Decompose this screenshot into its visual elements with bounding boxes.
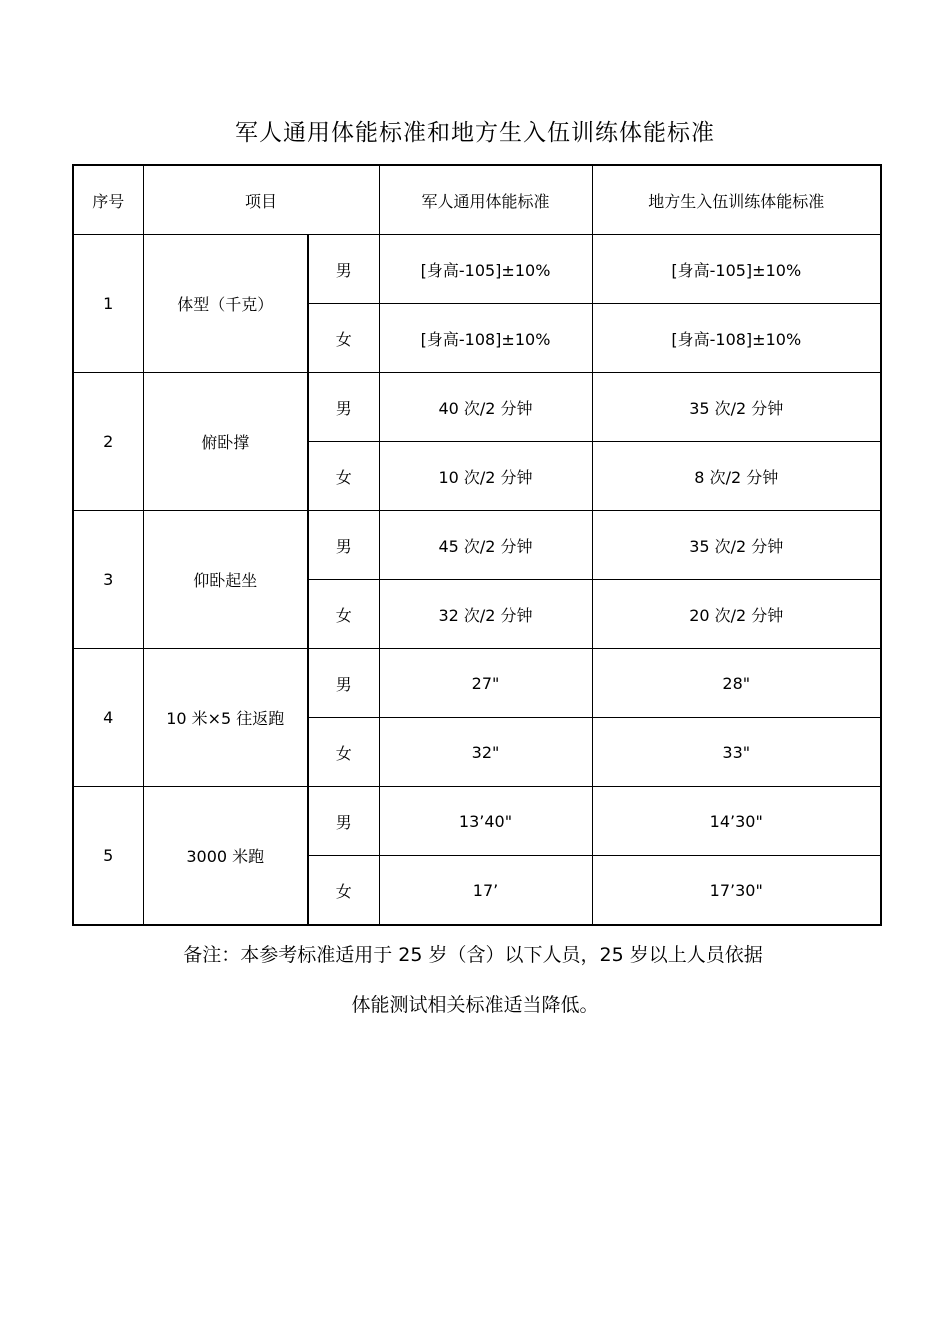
gender-cell: 男 (308, 787, 379, 856)
gender-cell: 男 (308, 235, 379, 304)
row-item: 体型（千克） (143, 235, 308, 373)
military-value: 40 次/2 分钟 (379, 373, 592, 442)
gender-cell: 女 (308, 718, 379, 787)
military-value: [身高-108]±10% (379, 304, 592, 373)
gender-cell: 男 (308, 373, 379, 442)
military-value: 32 次/2 分钟 (379, 580, 592, 649)
header-military-standard: 军人通用体能标准 (379, 165, 592, 235)
gender-cell: 女 (308, 442, 379, 511)
row-item: 仰卧起坐 (143, 511, 308, 649)
row-item: 俯卧撑 (143, 373, 308, 511)
row-seq: 4 (73, 649, 143, 787)
civilian-value: [身高-105]±10% (592, 235, 881, 304)
header-civilian-standard: 地方生入伍训练体能标准 (592, 165, 881, 235)
military-value: 45 次/2 分钟 (379, 511, 592, 580)
row-seq: 2 (73, 373, 143, 511)
note-line-2: 体能测试相关标准适当降低。 (351, 994, 599, 1016)
table-row (73, 235, 881, 304)
civilian-value: 14’30" (592, 787, 881, 856)
gender-cell: 男 (308, 511, 379, 580)
civilian-value: 17’30" (592, 856, 881, 926)
table-row (73, 787, 881, 856)
row-seq: 5 (73, 787, 143, 926)
gender-cell: 女 (308, 580, 379, 649)
civilian-value: [身高-108]±10% (592, 304, 881, 373)
row-item: 10 米×5 往返跑 (143, 649, 308, 787)
header-item: 项目 (143, 165, 379, 235)
table-row (73, 511, 881, 580)
gender-cell: 男 (308, 649, 379, 718)
table-row (73, 373, 881, 442)
gender-cell: 女 (308, 304, 379, 373)
gender-cell: 女 (308, 856, 379, 926)
civilian-value: 20 次/2 分钟 (592, 580, 881, 649)
military-value: 17’ (379, 856, 592, 926)
civilian-value: 35 次/2 分钟 (592, 511, 881, 580)
civilian-value: 28" (592, 649, 881, 718)
page-title: 军人通用体能标准和地方生入伍训练体能标准 (235, 120, 715, 146)
header-seq: 序号 (73, 165, 143, 235)
military-value: 32" (379, 718, 592, 787)
military-value: 27" (379, 649, 592, 718)
table-row (73, 649, 881, 718)
military-value: [身高-105]±10% (379, 235, 592, 304)
civilian-value: 33" (592, 718, 881, 787)
row-item: 3000 米跑 (143, 787, 308, 926)
military-value: 10 次/2 分钟 (379, 442, 592, 511)
row-seq: 1 (73, 235, 143, 373)
table-header-row (73, 165, 881, 235)
standards-table (72, 164, 882, 926)
civilian-value: 8 次/2 分钟 (592, 442, 881, 511)
row-seq: 3 (73, 511, 143, 649)
civilian-value: 35 次/2 分钟 (592, 373, 881, 442)
military-value: 13’40" (379, 787, 592, 856)
note-line-1: 备注：本参考标准适用于 25 岁（含）以下人员，25 岁以上人员依据 (183, 944, 763, 966)
